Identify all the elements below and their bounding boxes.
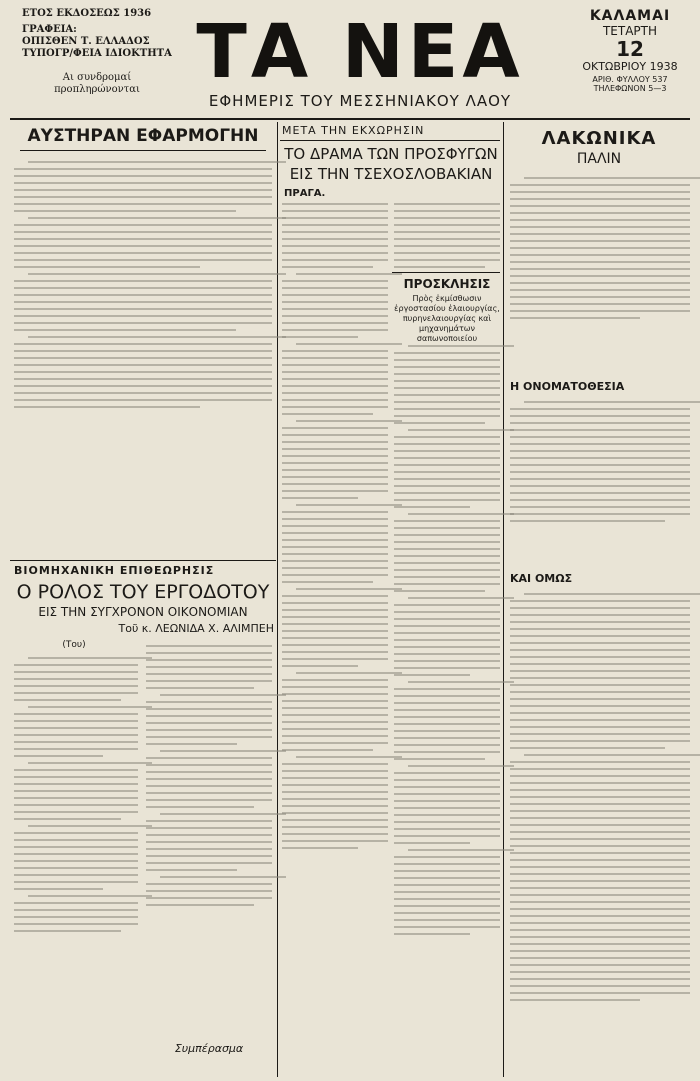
article-part-number: (Του) <box>62 640 86 650</box>
section-label-after-cession: ΜΕΤΑ ΤΗΝ ΕΚΧΩΡΗΣΙΝ <box>282 124 425 137</box>
newspaper-title: ΤΑ ΝΕΑ <box>196 9 524 95</box>
article-subhead-kai-omos: ΚΑΙ ΟΜΩΣ <box>510 572 573 585</box>
newspaper-subtitle: ΕΦΗΜΕΡΙΣ ΤΟΥ ΜΕΣΣΗΝΙΑΚΟΥ ΛΑΟΥ <box>208 92 512 110</box>
article-body-rolos-col1 <box>14 652 138 937</box>
article-title-rolos-sub: ΕΙΣ ΤΗΝ ΣΥΓΧΡΟΝΟΝ ΟΙΚΟΝΟΜΙΑΝ <box>38 605 248 619</box>
weekday-label: ΤΕΤΑΡΤΗ <box>602 24 658 38</box>
article-subtitle-palin: ΠΑΛΙΝ <box>576 151 622 167</box>
article-title-lakonika: ΛΑΚΩΝΙΚΑ <box>541 128 657 149</box>
masthead-rule <box>10 118 690 120</box>
printing-label: ΤΥΠΟΓΡ/ΦΕΙΑ ΙΔΙΟΚΤΗΤΑ <box>22 48 172 59</box>
article-title-underline <box>20 150 266 151</box>
phone-number: ΤΗΛΕΦΩΝΟΝ 5—3 <box>593 84 667 93</box>
column-rule-1 <box>277 122 278 1077</box>
article-body-rolos-col2 <box>146 640 272 911</box>
motto-line-1: Αι συνδρομαί <box>62 72 132 83</box>
month-year: ΟΚΤΩΒΡΙΟΥ 1938 <box>582 60 678 73</box>
article-title-austiran: ΑΥΣΤΗΡΑΝ ΕΦΑΡΜΟΓΗΝ <box>27 126 259 146</box>
section-label-industrial: ΒΙΟΜΗΧΑΝΙΚΗ ΕΠΙΘΕΩΡΗΣΙΣ <box>14 564 215 577</box>
article-dateline: ΠΡΑΓΑ. <box>284 188 326 199</box>
issue-number: ΑΡΙΘ. ΦΥΛΛΟΥ 537 <box>592 75 668 84</box>
masthead-left <box>22 8 172 96</box>
notice-title-prosklisis: ΠΡΟΣΚΛΗΣΙΣ <box>403 277 491 291</box>
article-body-lakonika-2 <box>510 396 690 527</box>
article-body-lakonika-1 <box>510 172 690 324</box>
column-rule-2 <box>503 122 504 1077</box>
offices-title: ΓΡΑΦΕΙΑ: <box>22 24 77 35</box>
article-divider-left <box>10 560 276 561</box>
notice-rule-top <box>392 272 500 273</box>
motto-line-2: προπληρώνονται <box>54 84 140 95</box>
article-title-rolos: Ο ΡΟΛΟΣ ΤΟΥ ΕΡΓΟΔΟΤΟΥ <box>16 581 270 603</box>
article-body-lakonika-3 <box>510 588 690 1006</box>
city-label: ΚΑΛΑΜΑΙ <box>589 8 671 24</box>
article-body-austiran <box>14 156 272 413</box>
notice-body <box>394 340 500 940</box>
notice-lead: Πρὸς ἐκμίσθωσιν ἐργοστασίου ἐλαιουργίας, πυρηνελαιουργίας καὶ μηχανημάτων σαπωνοποιείου <box>394 294 500 343</box>
section-rule <box>280 140 500 141</box>
article-title-refugees-line2: ΕΙΣ ΤΗΝ ΤΣΕΧΟΣΛΟΒΑΚΙΑΝ <box>289 165 493 183</box>
article-title-refugees: ΤΟ ΔΡΑΜΑ ΤΩΝ ΠΡΟΣΦΥΓΩΝ <box>284 145 498 163</box>
masthead-right <box>570 8 690 93</box>
day-number: 12 <box>616 37 644 61</box>
article-subhead-onomatothesia: Η ΟΝΟΜΑΤΟΘΕΣΙΑ <box>510 380 625 393</box>
article-footer-conclusion: Συμπέρασμα <box>174 1042 244 1055</box>
year-label: ΕΤΟΣ ΕΚΔΟΣΕΩΣ 1936 <box>22 8 152 19</box>
article-body-refugees-col2 <box>394 198 500 273</box>
article-author: Τοῦ κ. ΛΕΩΝΙΔΑ Χ. ΑΛΙΜΠΕΗ <box>118 622 274 635</box>
offices-address: ΟΠΙΣΘΕΝ Τ. ΕΛΛΑΔΟΣ <box>22 36 150 47</box>
article-body-refugees-col1 <box>282 198 388 854</box>
